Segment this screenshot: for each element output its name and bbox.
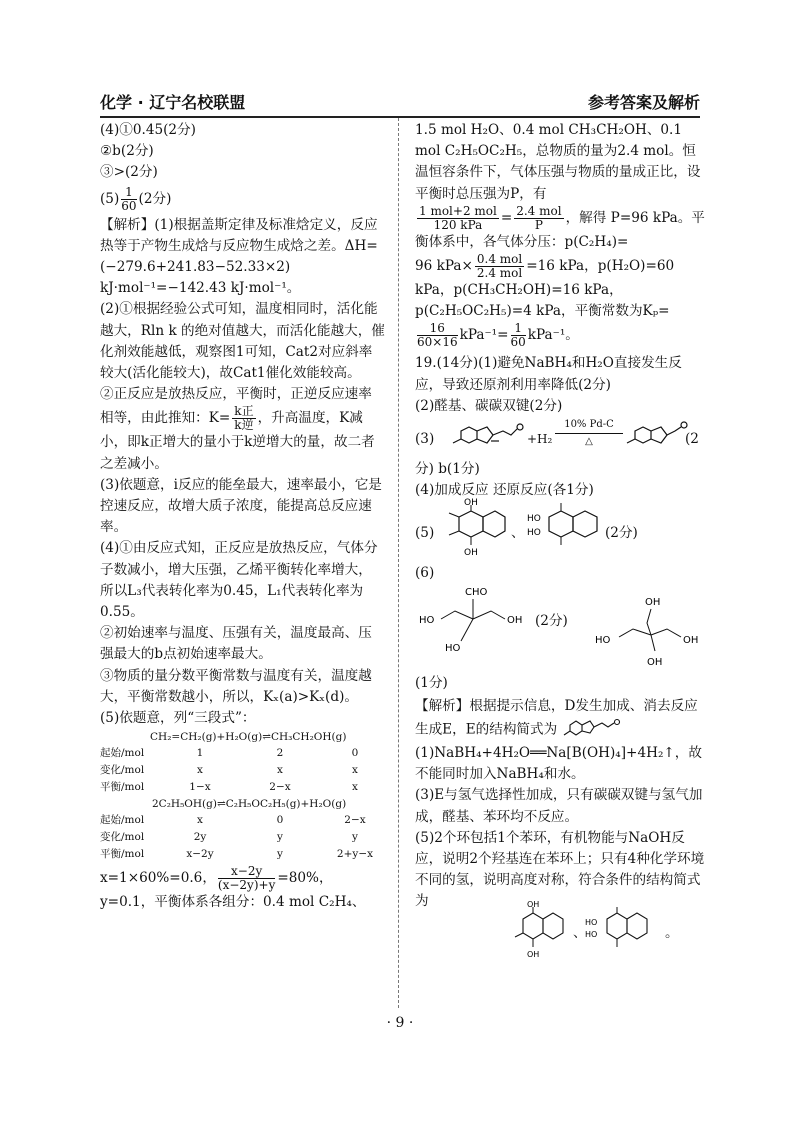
svg-text:HO: HO: [585, 929, 598, 939]
table1-cell: x: [197, 764, 203, 777]
pentaerythritol-icon: [593, 595, 703, 671]
svg-text:HO: HO: [595, 634, 611, 646]
table1-cell: 0: [351, 747, 359, 760]
table1-cell: x: [352, 781, 358, 794]
compound-e-icon: [562, 717, 622, 743]
fraction-y: $\frac{x-2y}{(x-2y)+y}$: [217, 864, 276, 893]
analysis-3: (3)依题意，i反应的能垒最大，速率最小，它是控速反应，故增大质子浓度，能提高总反应速率。: [100, 476, 382, 536]
table2-cell: 2−x: [344, 814, 366, 827]
table1-cell: 起始/mol: [100, 747, 145, 760]
answer-4-1: (4)①0.45(2分): [100, 122, 196, 138]
analysis-19-5: (5)2个环包括1个苯环，有机物能与NaOH反应，说明2个羟基连在苯环上；只有4种化学环境不同的氢，说明高度对称，符合条件的结构简式为: [415, 829, 705, 910]
q19-2: (2)醛基、碳碳双键(2分): [415, 397, 563, 414]
partial-pressures: 96 kPa× $\frac{\text{0.4 mol}}{\text{2.4 mol}}$ =16 kPa，p(H₂O)=60 kPa，p(CH₃CH₂OH)=16 kPa，p(C₂H₅OC₂H₅)=4 kPa，平衡常数为Kₚ=: [415, 252, 675, 320]
table2-cell: y: [277, 831, 283, 844]
table2-cell: y: [277, 848, 283, 861]
q19-4: (4)加成反应 还原反应(各1分): [415, 482, 594, 499]
page-number: · 9 ·: [386, 1015, 414, 1031]
analysis-2-1: (2)①根据经验公式可知，温度相同时，活化能越大，Rln k 的绝对值越大，而活化能越大，催化剂效能越低，观察图1可知，Cat2对应斜率较大(活化能较大)，故Cat1催化效能较高。: [100, 301, 385, 382]
analysis-2-2: ②正反应是放热反应，平衡时，正逆反应速率相等，由此推知：K= $\frac{\text{k正}}{\text{k逆}}$ ，升高温度，K减小，即k正增大的量小于k逆增大的量，故二者之差减小。: [100, 386, 375, 472]
table2-cell: 平衡/mol: [100, 848, 145, 861]
table1-cell: x: [352, 764, 358, 777]
header-title: 参考答案及解析: [587, 93, 700, 112]
fraction-b: $\frac{\text{2.4 mol}}{P}$: [516, 203, 562, 232]
column-divider: [398, 118, 399, 1008]
fraction-c: $\frac{\text{0.4 mol}}{\text{2.4 mol}}$: [476, 252, 523, 281]
left-column: [100, 120, 385, 913]
svg-text:CHO: CHO: [465, 586, 488, 598]
analysis-4-1: (4)①由反应式知，正反应是放热反应，气体分子数减小，增大压强，乙烯平衡转化率增大，所以L₃代表转化率为0.45，L₁代表转化率为0.55。: [100, 540, 378, 621]
table2-cell: x: [197, 814, 203, 827]
fraction-e: $\frac{1}{60}$: [510, 321, 526, 350]
q19-6: (6): [415, 565, 435, 582]
three-stage-table-2: [100, 812, 385, 863]
analysis-19-3: (3)E与氢气选择性加成，只有碳碳双键与氢气加成，醛基、苯环均不反应。: [415, 787, 703, 825]
continued-1: 1.5 mol H₂O、0.4 mol CH₃CH₂OH、0.1 mol C₂H₅OC₂H₅，总物质的量为2.4 mol。恒温恒容条件下，气体压强与物质的量成正比，设平衡时总压强为P，有: [415, 122, 701, 202]
svg-text:OH: OH: [683, 634, 699, 646]
pentaerythritol-aldehyde-icon: [415, 585, 535, 655]
product-molecule-icon: [623, 419, 689, 459]
calc-line: x=1×60%=0.6， $\frac{x-2y}{(x-2y)+y}$ =80%，: [100, 864, 333, 893]
diol-molecule-2-icon: [521, 501, 601, 563]
q19-6-score: (1分): [415, 674, 448, 691]
svg-text:HO: HO: [527, 528, 541, 539]
fraction-a: $\frac{\text{1 mol+2 mol}}{\text{120 kPa}}$: [419, 203, 497, 232]
q19-5: (5) OH OH 、 HO HO (2分): [415, 501, 705, 563]
svg-text:OH: OH: [645, 596, 661, 608]
table1-cell: 平衡/mol: [100, 781, 145, 794]
svg-text:OH: OH: [464, 548, 478, 559]
table2-cell: 起始/mol: [100, 814, 145, 827]
table2-cell: y: [352, 831, 358, 844]
q19-3-reaction: (3) +H₂ 10% Pd-C △ (2: [415, 419, 705, 459]
right-column: [415, 120, 705, 963]
diol-structure-a-icon: [505, 899, 569, 961]
svg-text:OH: OH: [527, 949, 540, 959]
table1-cell: x: [277, 764, 283, 777]
svg-text:OH: OH: [507, 614, 523, 626]
equation-1: CH₂=CH₂(g)+H₂O(g)⇌CH₃CH₂OH(g): [150, 731, 347, 744]
analysis-19-5-structures: OH OH 、 HO HO 。: [415, 913, 705, 963]
svg-text:HO: HO: [585, 917, 598, 927]
aldehyde-molecule-icon: [447, 419, 527, 459]
svg-text:OH: OH: [464, 498, 478, 509]
svg-text:HO: HO: [445, 642, 461, 654]
page-header: [100, 92, 700, 118]
table2-cell: 2y: [193, 831, 207, 844]
fraction-k: $\frac{\text{k正}}{\text{k逆}}$: [234, 404, 254, 433]
calc-line-2: y=0.1，平衡体系各组分：0.4 mol C₂H₄、: [100, 894, 366, 911]
svg-text:OH: OH: [647, 656, 663, 668]
svg-text:HO: HO: [527, 514, 541, 525]
table1-cell: 2: [276, 747, 284, 760]
fraction: $\frac{1}{60}$: [121, 184, 137, 213]
q19-6-structures: CHO HO OH HO (2分) OH HO OH OH: [415, 585, 705, 673]
kp-value: $\frac{16}{60\times 16}$ kPa⁻¹= $\frac{1}{60}$ kPa⁻¹。: [417, 321, 579, 350]
analysis-19: 【解析】根据提示信息，D发生加成、消去反应生成E，E的结构简式为: [415, 696, 705, 743]
analysis-19-1: (1)NaBH₄+4H₂O══Na[B(OH)₄]+4H₂↑，故不能同时加入NaBH₄和水。: [415, 745, 702, 783]
q19-1: 19.(14分)(1)避免NaBH₄和H₂O直接发生反应，导致还原剂利用率降低(2分): [415, 355, 682, 393]
three-stage-table-1: [100, 745, 385, 796]
svg-text:OH: OH: [527, 899, 540, 909]
header-subject: 化学 · 辽宁名校联盟: [100, 93, 246, 112]
equation-2: 2C₂H₅OH(g)⇌C₂H₅OC₂H₅(g)+H₂O(g): [152, 798, 347, 811]
table1-cell: 2−x: [269, 781, 291, 794]
table1-cell: 1−x: [189, 781, 211, 794]
table2-cell: 2+y−x: [336, 848, 374, 861]
svg-text:HO: HO: [419, 614, 435, 626]
answer-4-3: ③>(2分): [100, 164, 158, 181]
answer-5: (5) $\frac{1}{60}$ (2分): [100, 184, 172, 213]
diol-structure-b-icon: [583, 905, 663, 961]
analysis-1: 【解析】(1)根据盖斯定律及标准焓定义，反应热等于产物生成焓与反应物生成焓之差。ΔH=(−279.6+241.83−52.33×2) kJ·mol⁻¹=−142.43 kJ·mol⁻¹。: [100, 216, 378, 297]
table2-cell: x−2y: [186, 848, 214, 861]
analysis-4-3: ③物质的量分数平衡常数与温度有关，温度越大，平衡常数越小，所以，Kₓ(a)>Kₓ(d)。: [100, 667, 372, 705]
table2-cell: 变化/mol: [100, 831, 145, 844]
analysis-5: (5)依题意，列“三段式”：: [100, 710, 256, 727]
answer-4-2: ②b(2分): [100, 143, 154, 160]
fraction-d: $\frac{16}{60\times 16}$: [417, 321, 458, 350]
table1-cell: 1: [196, 747, 204, 760]
q19-3-b: 分) b(1分): [415, 461, 480, 478]
table2-cell: 0: [276, 814, 284, 827]
reaction-arrow: 10% Pd-C △: [555, 419, 623, 448]
pressure-eq: $\frac{\text{1 mol+2 mol}}{\text{120 kPa}}$ = $\frac{\text{2.4 mol}}{P}$ ，解得 P=96 kPa。平衡体系中，各气体分压：p(C₂H₄)=: [415, 203, 705, 250]
table1-cell: 变化/mol: [100, 764, 145, 777]
diol-molecule-1-icon: [437, 498, 507, 563]
analysis-4-2: ②初始速率与温度、压强有关，温度最高、压强最大的b点初始速率最大。: [100, 625, 372, 663]
